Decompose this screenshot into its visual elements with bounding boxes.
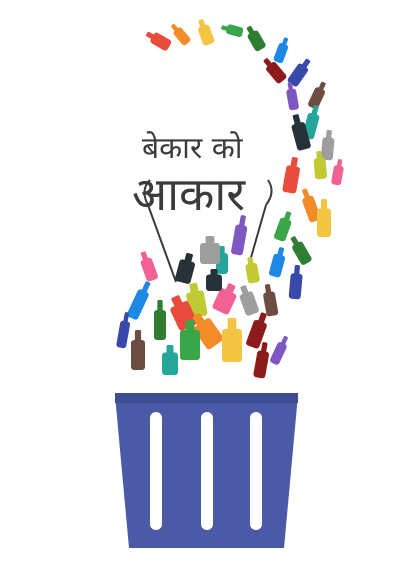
bottle-icon	[269, 334, 291, 365]
bottle-icon	[154, 300, 166, 340]
bottle-icon	[236, 284, 259, 317]
bottle-icon	[220, 22, 244, 37]
slogan-line-1: बेकार को	[142, 131, 243, 166]
bottle-icon	[195, 18, 215, 47]
bottle-icon	[317, 199, 331, 237]
bottle-icon	[222, 318, 242, 362]
bottle-icon	[162, 345, 178, 375]
bottle-icon	[174, 251, 197, 284]
bottle-icon	[244, 256, 260, 284]
slogan-line-2: आकार	[132, 167, 246, 221]
bottle-icon	[243, 24, 266, 53]
bottle-icon	[137, 250, 159, 282]
bottle-icon	[131, 330, 145, 370]
bottle-icon	[273, 210, 295, 242]
bottle-icon	[261, 283, 278, 317]
bottle-icon	[126, 279, 154, 320]
bottle-icon	[231, 214, 250, 255]
bottle-icon	[268, 246, 287, 278]
bottle-icon	[307, 80, 329, 110]
bin-icon	[115, 393, 298, 548]
bottle-icon	[168, 22, 191, 47]
bottle-icon	[289, 265, 304, 300]
bottle-icon	[287, 234, 312, 266]
bottle-icon	[200, 236, 220, 264]
bottle-icon	[282, 156, 302, 194]
bottle-icon	[331, 158, 345, 185]
bottle-stream	[116, 18, 345, 379]
bottle-icon	[321, 130, 336, 161]
bottle-icon	[273, 36, 291, 64]
bottle-icon	[144, 28, 173, 51]
